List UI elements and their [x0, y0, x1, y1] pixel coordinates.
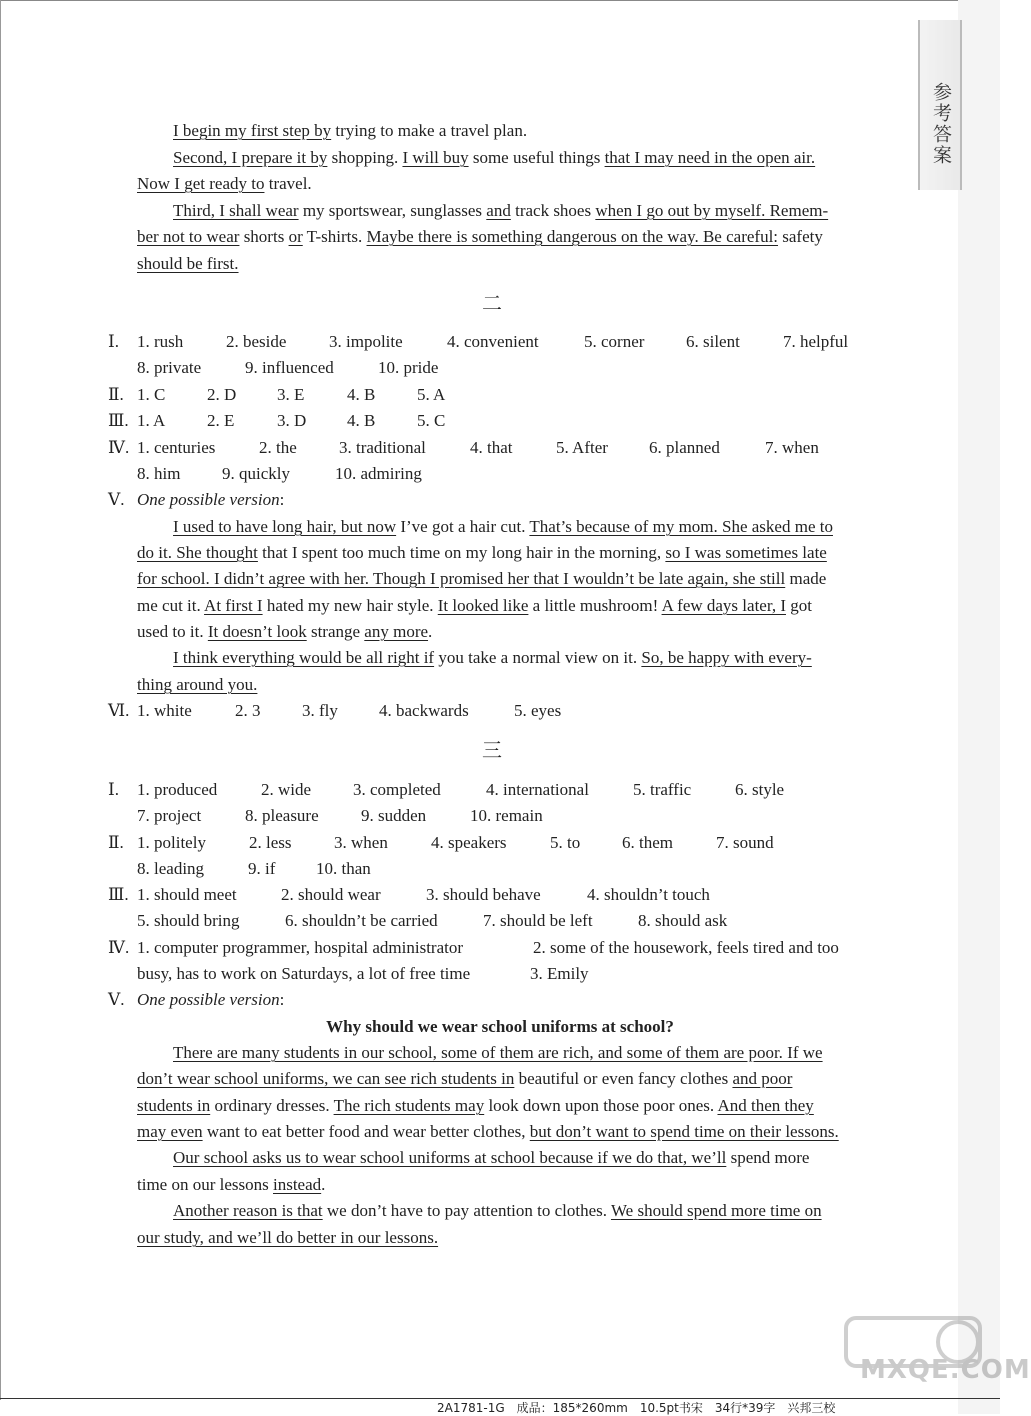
roman-numeral: Ⅱ.	[108, 385, 124, 404]
roman-numeral: Ⅱ.	[108, 833, 124, 852]
answer-item: 1. centuries	[137, 438, 216, 457]
answer-item: 1. white	[137, 701, 192, 720]
answer-item: 6. planned	[649, 438, 720, 457]
essay-line: used to it. It doesn’t look strange any more.	[137, 622, 433, 641]
answer-item: 5. corner	[584, 332, 645, 351]
answer-item: 1. C	[137, 385, 166, 404]
essay-line: don’t wear school uniforms, we can see rich students in beautiful or even fancy clothes and poor	[137, 1069, 793, 1088]
watermark-logo	[838, 1310, 1031, 1405]
roman-numeral: Ⅳ.	[108, 938, 130, 957]
essay-line: may even want to eat better food and wear better clothes, but don’t want to spend time on their lessons.	[137, 1122, 839, 1141]
watermark-text: MXQE.COM	[860, 1355, 1031, 1385]
answer-item: 3. E	[277, 385, 305, 404]
answer-item: 5. After	[556, 438, 608, 457]
essay-line: me cut it. At first I hated my new hair style. It looked like a little mushroom! A few days later, I got	[137, 596, 812, 615]
answer-item: 4. convenient	[447, 332, 539, 351]
answer-item: 1. should meet	[137, 885, 237, 904]
roman-numeral: Ⅰ.	[108, 332, 119, 351]
answer-item: 5. C	[417, 411, 446, 430]
answer-item: 5. A	[417, 385, 446, 404]
roman-numeral: Ⅲ.	[108, 411, 129, 430]
roman-numeral: Ⅵ.	[108, 701, 130, 720]
answer-item: 1. computer programmer, hospital administrator	[137, 938, 464, 957]
answer-item: 2. the	[259, 438, 297, 457]
answer-item: 8. private	[137, 358, 202, 377]
essay-line: ber not to wear shorts or T-shirts. Maybe there is something dangerous on the way. Be careful: safety	[137, 227, 823, 246]
roman-numeral: Ⅳ.	[108, 438, 130, 457]
roman-numeral: Ⅴ.	[108, 990, 125, 1009]
essay-line: Now I get ready to travel.	[137, 174, 312, 193]
answer-item: 9. sudden	[361, 806, 427, 825]
essay-line: I think everything would be all right if you take a normal view on it. So, be happy with every-	[173, 648, 812, 667]
essay-title: Why should we wear school uniforms at school?	[326, 1017, 674, 1036]
answer-item: 7. project	[137, 806, 202, 825]
essay-line: our study, and we’ll do better in our lessons.	[137, 1228, 439, 1247]
answer-item: 3. should behave	[426, 885, 541, 904]
answer-item: 4. international	[486, 780, 589, 799]
answer-item: 10. admiring	[335, 464, 422, 483]
answer-item: 1. politely	[137, 833, 206, 852]
answer-item: 3. when	[334, 833, 388, 852]
answer-item: 10. pride	[378, 358, 439, 377]
answer-item: 3. impolite	[329, 332, 403, 351]
answer-item: 6. silent	[686, 332, 740, 351]
answer-item: 2. E	[207, 411, 235, 430]
answer-item: 9. if	[248, 859, 276, 878]
answer-item: 5. traffic	[633, 780, 692, 799]
answer-item: 4. that	[470, 438, 513, 457]
answer-item: 9. quickly	[222, 464, 290, 483]
essay-line: students in ordinary dresses. The rich students may look down upon those poor ones. And then they	[137, 1096, 814, 1115]
essay-line: thing around you.	[137, 675, 258, 694]
answer-item: 7. should be left	[483, 911, 593, 930]
answer-item: 8. should ask	[638, 911, 728, 930]
roman-numeral: Ⅴ.	[108, 490, 125, 509]
answer-item: 4. shouldn’t touch	[587, 885, 710, 904]
answer-item: 3. Emily	[530, 964, 589, 983]
answer-item: 6. shouldn’t be carried	[285, 911, 438, 930]
answer-item: 1. rush	[137, 332, 184, 351]
answer-item: 1. A	[137, 411, 166, 430]
answer-item: 2. 3	[235, 701, 261, 720]
answer-item: 7. when	[765, 438, 819, 457]
essay-line: Third, I shall wear my sportswear, sunglasses and track shoes when I go out by myself. Remem-	[173, 201, 829, 220]
answer-item: 2. wide	[261, 780, 312, 799]
answer-item: 3. completed	[353, 780, 441, 799]
answer-item: 3. fly	[302, 701, 338, 720]
answer-item: 8. him	[137, 464, 181, 483]
version-intro: One possible version:	[137, 990, 285, 1009]
essay-line: Another reason is that we don’t have to pay attention to clothes. We should spend more time on	[173, 1201, 822, 1220]
answer-item: 6. style	[735, 780, 785, 799]
answer-item: 7. sound	[716, 833, 774, 852]
essay-line: for school. I didn’t agree with her. Though I promised her that I wouldn’t be late again, she still made	[137, 569, 827, 588]
essay-line: I begin my first step by trying to make a travel plan.	[173, 121, 528, 140]
roman-numeral: Ⅲ.	[108, 885, 129, 904]
answer-item: 2. should wear	[281, 885, 381, 904]
answer-item: 5. to	[550, 833, 581, 852]
essay-line: Second, I prepare it by shopping. I will buy some useful things that I may need in the open air.	[173, 148, 816, 167]
answer-item: 4. backwards	[379, 701, 469, 720]
answer-item: 8. pleasure	[245, 806, 319, 825]
section-heading-3: 三	[482, 738, 502, 762]
answer-item: 10. than	[316, 859, 371, 878]
answer-item: 8. leading	[137, 859, 205, 878]
answer-item: 5. eyes	[514, 701, 562, 720]
roman-numeral: Ⅰ.	[108, 780, 119, 799]
answer-item: 5. should bring	[137, 911, 240, 930]
answer-item: 4. B	[347, 411, 376, 430]
answer-item: 1. produced	[137, 780, 218, 799]
answer-item: 2. beside	[226, 332, 287, 351]
essay-line: do it. She thought that I spent too much time on my long hair in the morning, so I was sometimes late	[137, 543, 827, 562]
answer-item: 3. D	[277, 411, 307, 430]
essay-line: time on our lessons instead.	[137, 1175, 326, 1194]
answer-item: 4. B	[347, 385, 376, 404]
version-intro: One possible version:	[137, 490, 285, 509]
answer-item: 6. them	[622, 833, 673, 852]
print-footer: 2A1781-1G 成品：185*260mm 10.5pt书宋 34行*39字 兴邦三校	[437, 1401, 836, 1415]
answer-item: 9. influenced	[245, 358, 334, 377]
answer-item: 2. less	[249, 833, 292, 852]
answer-item: 3. traditional	[339, 438, 426, 457]
section-heading-2: 二	[482, 291, 502, 315]
answer-item: 2. some of the housework, feels tired and too	[533, 938, 839, 957]
answer-item: busy, has to work on Saturdays, a lot of free time	[137, 964, 471, 983]
answer-item: 2. D	[207, 385, 237, 404]
side-tab-label: 参考答案	[930, 82, 952, 166]
essay-line: Our school asks us to wear school uniforms at school because if we do that, we’ll spend more	[173, 1148, 810, 1167]
answer-item: 7. helpful	[783, 332, 849, 351]
answer-item: 10. remain	[470, 806, 543, 825]
essay-line: should be first.	[137, 254, 239, 273]
essay-line: There are many students in our school, some of them are rich, and some of them are poor. If we	[173, 1043, 823, 1062]
answer-item: 4. speakers	[431, 833, 507, 852]
essay-line: I used to have long hair, but now I’ve got a hair cut. That’s because of my mom. She asked me to	[173, 517, 833, 536]
